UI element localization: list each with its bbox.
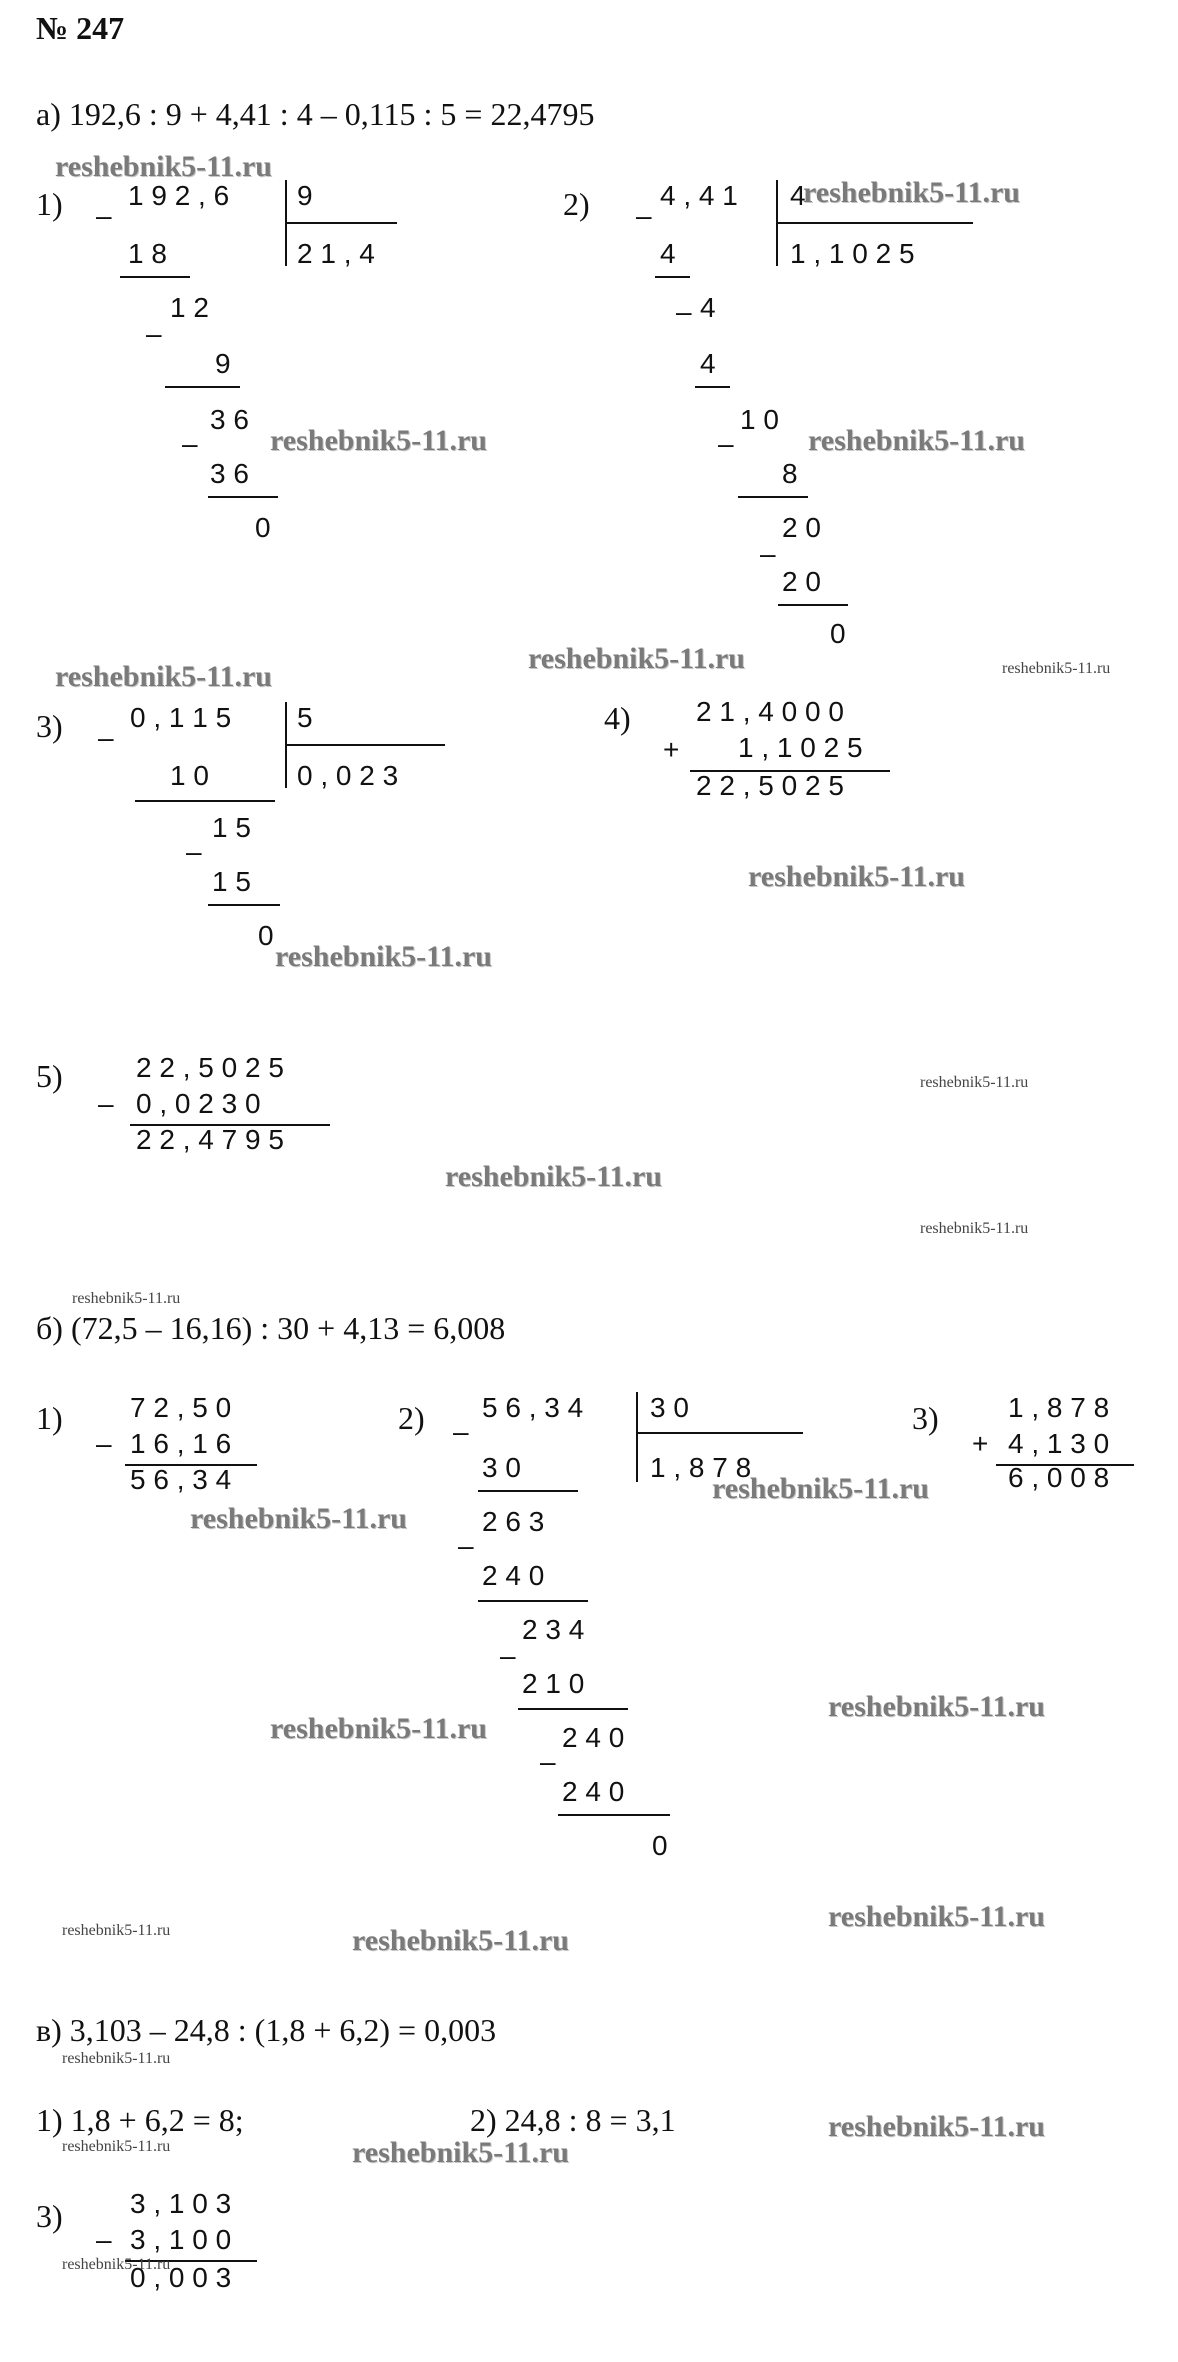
division-row: 2 4 0: [482, 1560, 545, 1591]
page-title: № 247: [36, 10, 125, 46]
watermark: reshebnik5-11.ru: [920, 1074, 1029, 1091]
addend-top: 1 , 8 7 8: [1008, 1392, 1110, 1423]
watermark: reshebnik5-11.ru: [62, 2256, 171, 2273]
equation-c: в) 3,103 – 24,8 : (1,8 + 6,2) = 0,003: [36, 2012, 497, 2048]
sum-result: 6 , 0 0 8: [1008, 1462, 1110, 1493]
watermark: reshebnik5-11.ru: [748, 860, 965, 893]
watermark: reshebnik5-11.ru: [828, 2110, 1045, 2143]
difference-result: 0 , 0 0 3: [130, 2262, 232, 2293]
division-row: 4: [660, 238, 676, 269]
divisor: 9: [297, 180, 313, 211]
division-row: 0: [830, 618, 846, 649]
division-row: 1 0: [170, 760, 209, 791]
step-c1: 1) 1,8 + 6,2 = 8;: [36, 2102, 244, 2138]
watermark: reshebnik5-11.ru: [808, 424, 1025, 457]
division-row: 2 3 4: [522, 1614, 585, 1645]
division-row: 1 2: [170, 292, 209, 323]
division-row: 2 4 0: [562, 1722, 625, 1753]
dividend: 0 , 1 1 5: [130, 702, 232, 733]
dividend: 4 , 4 1: [660, 180, 738, 211]
division-row: 4: [700, 292, 716, 323]
division-row: 0: [258, 920, 274, 951]
division-row: 2 0: [782, 566, 821, 597]
subtrahend: 3 , 1 0 0: [130, 2224, 232, 2255]
division-row: 2 0: [782, 512, 821, 543]
step-label: 4): [604, 700, 631, 736]
watermark: reshebnik5-11.ru: [62, 2050, 171, 2067]
division-row: 2 6 3: [482, 1506, 545, 1537]
division-row: 4: [700, 348, 716, 379]
dividend: 5 6 , 3 4: [482, 1392, 584, 1423]
divisor: 5: [297, 702, 313, 733]
division-row: 1 5: [212, 866, 251, 897]
division-row: 1 8: [128, 238, 167, 269]
divisor: 3 0: [650, 1392, 689, 1423]
watermark: reshebnik5-11.ru: [62, 2138, 171, 2155]
watermark: reshebnik5-11.ru: [72, 1290, 181, 1307]
watermark: reshebnik5-11.ru: [190, 1502, 407, 1535]
watermark: reshebnik5-11.ru: [828, 1900, 1045, 1933]
subtrahend: 0 , 0 2 3 0: [136, 1088, 261, 1119]
step-label: 1): [36, 1400, 63, 1436]
step-label: 3): [36, 708, 63, 744]
step-c2: 2) 24,8 : 8 = 3,1: [470, 2102, 676, 2138]
watermark: reshebnik5-11.ru: [270, 424, 487, 457]
division-row: 3 6: [210, 404, 249, 435]
dividend: 1 9 2 , 6: [128, 180, 230, 211]
minuend: 3 , 1 0 3: [130, 2188, 232, 2219]
division-row: 0: [255, 512, 271, 543]
watermark: reshebnik5-11.ru: [920, 1220, 1029, 1237]
step-label: 1): [36, 186, 63, 222]
addend-bottom: 1 , 1 0 2 5: [738, 732, 863, 763]
watermark: reshebnik5-11.ru: [55, 150, 272, 183]
watermark: reshebnik5-11.ru: [528, 642, 745, 675]
quotient: 1 , 8 7 8: [650, 1452, 752, 1483]
difference-result: 5 6 , 3 4: [130, 1464, 232, 1495]
division-row: 3 0: [482, 1452, 521, 1483]
watermark: reshebnik5-11.ru: [270, 1712, 487, 1745]
step-label: 3): [912, 1400, 939, 1436]
watermark: reshebnik5-11.ru: [352, 2136, 569, 2169]
division-row: 1 5: [212, 812, 251, 843]
subtrahend: 1 6 , 1 6: [130, 1428, 232, 1459]
watermark: reshebnik5-11.ru: [712, 1472, 929, 1505]
step-label: 3): [36, 2198, 63, 2234]
watermark: reshebnik5-11.ru: [62, 1922, 171, 1939]
division-row: 2 4 0: [562, 1776, 625, 1807]
division-row: 9: [215, 348, 231, 379]
step-label: 2): [563, 186, 590, 222]
quotient: 2 1 , 4: [297, 238, 375, 269]
equation-a: а) 192,6 : 9 + 4,41 : 4 – 0,115 : 5 = 22,4795: [36, 96, 595, 132]
division-row: 0: [652, 1830, 668, 1861]
divisor: 4: [790, 180, 806, 211]
quotient: 1 , 1 0 2 5: [790, 238, 915, 269]
step-label: 2): [398, 1400, 425, 1436]
division-row: 2 1 0: [522, 1668, 585, 1699]
quotient: 0 , 0 2 3: [297, 760, 399, 791]
division-row: 1 0: [740, 404, 779, 435]
watermark: reshebnik5-11.ru: [352, 1924, 569, 1957]
watermark: reshebnik5-11.ru: [445, 1160, 662, 1193]
addend-top: 2 1 , 4 0 0 0: [696, 696, 844, 727]
watermark: reshebnik5-11.ru: [828, 1690, 1045, 1723]
addend-bottom: 4 , 1 3 0: [1008, 1428, 1110, 1459]
watermark: reshebnik5-11.ru: [803, 176, 1020, 209]
step-label: 5): [36, 1058, 63, 1094]
equation-b: б) (72,5 – 16,16) : 30 + 4,13 = 6,008: [36, 1310, 506, 1346]
minuend: 2 2 , 5 0 2 5: [136, 1052, 284, 1083]
watermark: reshebnik5-11.ru: [275, 940, 492, 973]
watermark: reshebnik5-11.ru: [55, 660, 272, 693]
division-row: 3 6: [210, 458, 249, 489]
division-row: 8: [782, 458, 798, 489]
difference-result: 2 2 , 4 7 9 5: [136, 1124, 284, 1155]
watermark: reshebnik5-11.ru: [1002, 660, 1111, 677]
sum-result: 2 2 , 5 0 2 5: [696, 770, 844, 801]
minuend: 7 2 , 5 0: [130, 1392, 232, 1423]
